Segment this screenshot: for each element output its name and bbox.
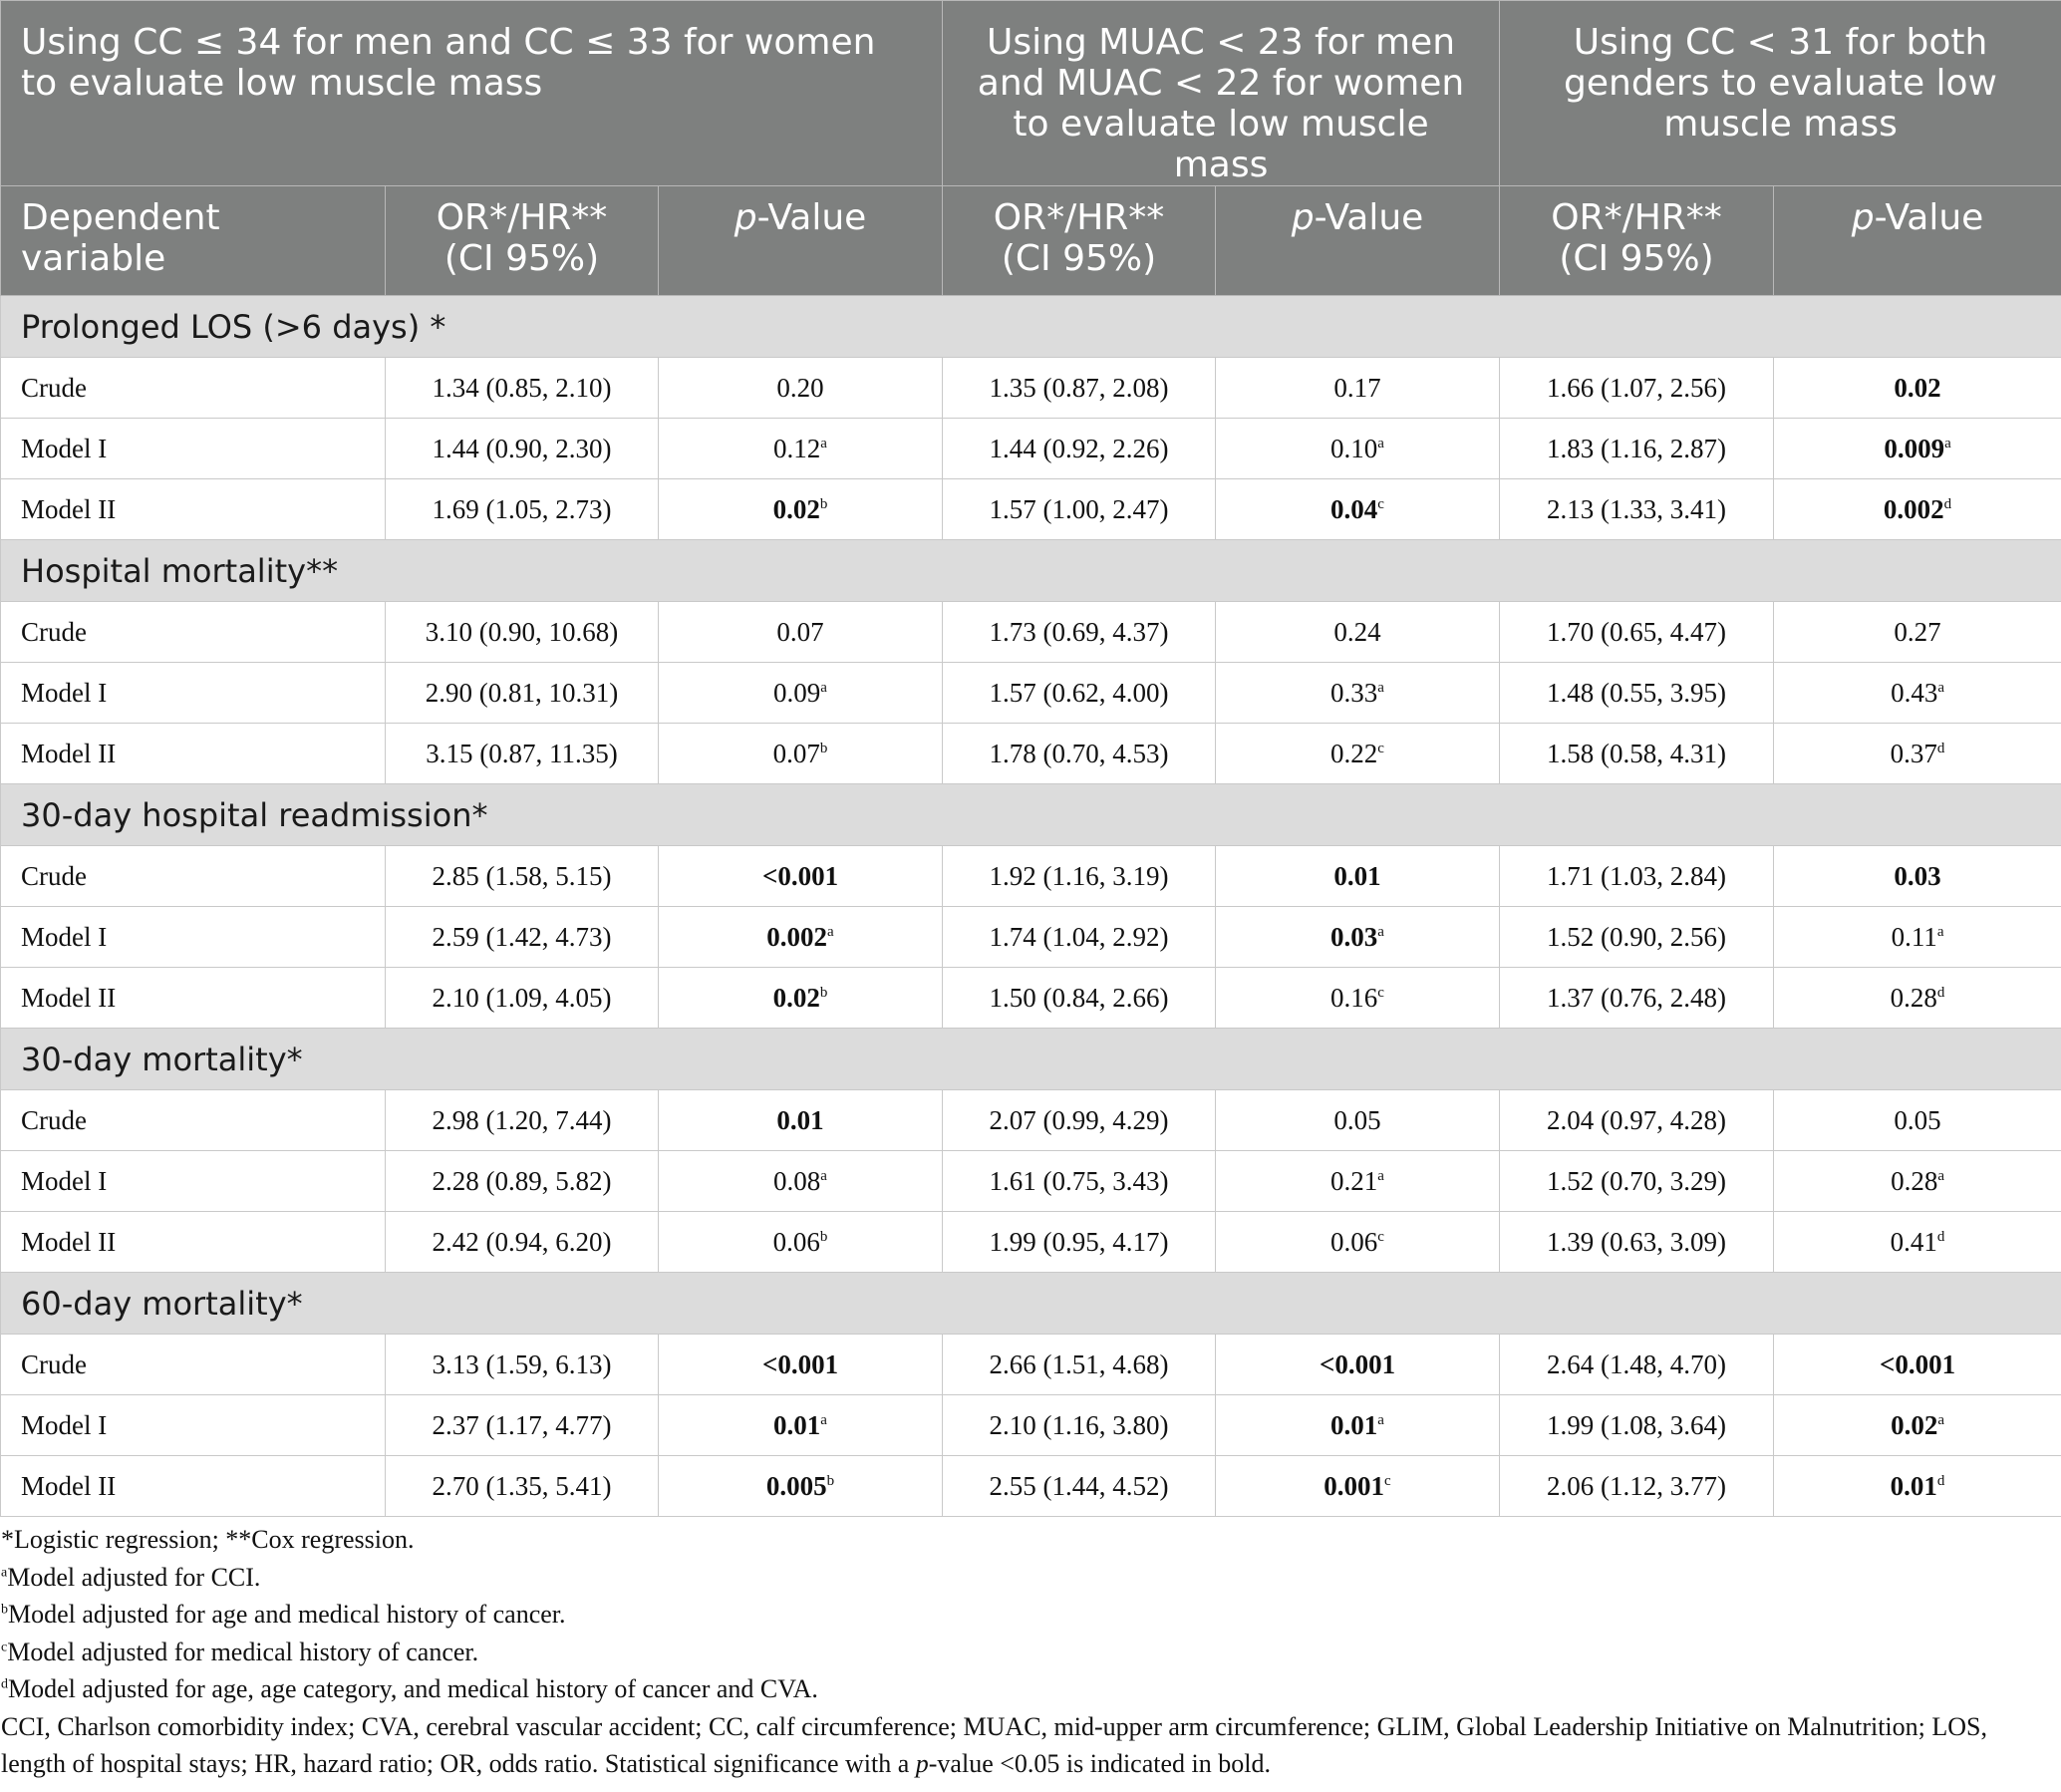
group-header-row	[1, 1, 2061, 186]
p-value: 0.02	[1774, 358, 2061, 419]
section-row	[1, 540, 2061, 602]
row-label: Crude	[1, 846, 386, 907]
footnote-d: $^d$Model adjusted for age, age category, and medical history of cancer and CVA.	[1, 1674, 818, 1703]
column-header-p-value: p-Value	[1216, 186, 1500, 296]
table-body	[1, 296, 2061, 1517]
p-value: 0.002$^d$	[1774, 479, 2061, 540]
or-hr-value: 1.39 (0.63, 3.09)	[1500, 1212, 1774, 1273]
or-hr-value: 1.44 (0.90, 2.30)	[386, 419, 659, 479]
or-hr-value: 3.15 (0.87, 11.35)	[386, 724, 659, 784]
group-header-muac: Using MUAC < 23 for men and MUAC < 22 for women to evaluate low muscle mass	[943, 1, 1500, 186]
or-hr-value: 1.78 (0.70, 4.53)	[943, 724, 1216, 784]
row-label: Model II	[1, 968, 386, 1029]
row-label: Model I	[1, 1395, 386, 1456]
row-label: Crude	[1, 602, 386, 663]
section-row	[1, 296, 2061, 358]
p-value: 0.03$^a$	[1216, 907, 1500, 968]
row-label: Crude	[1, 358, 386, 419]
p-value: 0.21$^a$	[1216, 1151, 1500, 1212]
section-title: 30-day hospital readmission*	[1, 784, 2061, 846]
footnote-abbreviations-cont: length of hospital stays; HR, hazard ratio; OR, odds ratio. Statistical significance with a p-value <0.05 is indicated in bold.	[1, 1749, 1271, 1778]
p-value: 0.07$^b$	[659, 724, 943, 784]
p-value: 0.10$^a$	[1216, 419, 1500, 479]
p-value: 0.07	[659, 602, 943, 663]
p-value: 0.37$^d$	[1774, 724, 2061, 784]
row-label: Model II	[1, 724, 386, 784]
table-row	[1, 1335, 2061, 1395]
p-value: 0.12$^a$	[659, 419, 943, 479]
p-value: 0.001$^c$	[1216, 1456, 1500, 1517]
section-row	[1, 1273, 2061, 1335]
or-hr-value: 3.10 (0.90, 10.68)	[386, 602, 659, 663]
p-value: 0.02$^b$	[659, 968, 943, 1029]
p-value: 0.05	[1216, 1090, 1500, 1151]
p-value: 0.05	[1774, 1090, 2061, 1151]
table-row	[1, 968, 2061, 1029]
or-hr-value: 2.42 (0.94, 6.20)	[386, 1212, 659, 1273]
or-hr-value: 1.44 (0.92, 2.26)	[943, 419, 1216, 479]
row-label: Model I	[1, 419, 386, 479]
p-value: <0.001	[659, 846, 943, 907]
table-row	[1, 1212, 2061, 1273]
or-hr-value: 1.34 (0.85, 2.10)	[386, 358, 659, 419]
or-hr-value: 1.57 (0.62, 4.00)	[943, 663, 1216, 724]
or-hr-value: 2.28 (0.89, 5.82)	[386, 1151, 659, 1212]
p-value: 0.005$^b$	[659, 1456, 943, 1517]
p-value: 0.01	[659, 1090, 943, 1151]
p-value: 0.08$^a$	[659, 1151, 943, 1212]
p-value: <0.001	[1216, 1335, 1500, 1395]
p-value: 0.20	[659, 358, 943, 419]
or-hr-value: 1.69 (1.05, 2.73)	[386, 479, 659, 540]
p-value: 0.009$^a$	[1774, 419, 2061, 479]
or-hr-value: 1.70 (0.65, 4.47)	[1500, 602, 1774, 663]
p-value: 0.27	[1774, 602, 2061, 663]
p-value: 0.06$^c$	[1216, 1212, 1500, 1273]
or-hr-value: 2.66 (1.51, 4.68)	[943, 1335, 1216, 1395]
or-hr-value: 1.92 (1.16, 3.19)	[943, 846, 1216, 907]
column-header-or-hr: OR*/HR** (CI 95%)	[386, 186, 659, 296]
or-hr-value: 2.70 (1.35, 5.41)	[386, 1456, 659, 1517]
p-value: 0.02$^a$	[1774, 1395, 2061, 1456]
p-value: 0.01	[1216, 846, 1500, 907]
footnote-abbreviations: CCI, Charlson comorbidity index; CVA, cerebral vascular accident; CC, calf circumference; MUAC, mid-upper arm circumference; GLIM, Global Leadership Initiative on Malnutrition; LOS,	[1, 1711, 1987, 1741]
table-row	[1, 479, 2061, 540]
table-row	[1, 602, 2061, 663]
footnote-regression: *Logistic regression; **Cox regression.	[1, 1525, 415, 1554]
row-label: Model II	[1, 1456, 386, 1517]
or-hr-value: 2.10 (1.16, 3.80)	[943, 1395, 1216, 1456]
or-hr-value: 1.99 (1.08, 3.64)	[1500, 1395, 1774, 1456]
section-row	[1, 1029, 2061, 1090]
or-hr-value: 1.83 (1.16, 2.87)	[1500, 419, 1774, 479]
p-value: 0.17	[1216, 358, 1500, 419]
footnote-a: $^a$Model adjusted for CCI.	[1, 1562, 261, 1592]
group-header-cc-both-genders: Using CC < 31 for both genders to evaluate low muscle mass	[1500, 1, 2061, 186]
or-hr-value: 1.61 (0.75, 3.43)	[943, 1151, 1216, 1212]
column-header-or-hr: OR*/HR** (CI 95%)	[943, 186, 1216, 296]
or-hr-value: 2.07 (0.99, 4.29)	[943, 1090, 1216, 1151]
p-value: 0.04$^c$	[1216, 479, 1500, 540]
column-header-p-value: p-Value	[659, 186, 943, 296]
row-label: Model I	[1, 663, 386, 724]
p-value: 0.01$^a$	[659, 1395, 943, 1456]
p-value: 0.01$^a$	[1216, 1395, 1500, 1456]
or-hr-value: 1.37 (0.76, 2.48)	[1500, 968, 1774, 1029]
p-value: 0.09$^a$	[659, 663, 943, 724]
or-hr-value: 2.64 (1.48, 4.70)	[1500, 1335, 1774, 1395]
column-header-row	[1, 186, 2061, 296]
or-hr-value: 1.48 (0.55, 3.95)	[1500, 663, 1774, 724]
or-hr-value: 2.98 (1.20, 7.44)	[386, 1090, 659, 1151]
or-hr-value: 2.13 (1.33, 3.41)	[1500, 479, 1774, 540]
table-row	[1, 663, 2061, 724]
p-value: 0.06$^b$	[659, 1212, 943, 1273]
or-hr-value: 2.10 (1.09, 4.05)	[386, 968, 659, 1029]
p-value: 0.28$^a$	[1774, 1151, 2061, 1212]
row-label: Model II	[1, 479, 386, 540]
footnote-c: $^c$Model adjusted for medical history of cancer.	[1, 1637, 479, 1666]
or-hr-value: 1.74 (1.04, 2.92)	[943, 907, 1216, 968]
table-row	[1, 1090, 2061, 1151]
or-hr-value: 1.73 (0.69, 4.37)	[943, 602, 1216, 663]
or-hr-value: 1.58 (0.58, 4.31)	[1500, 724, 1774, 784]
p-value: 0.03	[1774, 846, 2061, 907]
row-label: Model II	[1, 1212, 386, 1273]
group-header-cc-sex-specific: Using CC ≤ 34 for men and CC ≤ 33 for women to evaluate low muscle mass	[1, 1, 943, 186]
section-title: Hospital mortality**	[1, 540, 2061, 602]
or-hr-value: 2.59 (1.42, 4.73)	[386, 907, 659, 968]
or-hr-value: 1.50 (0.84, 2.66)	[943, 968, 1216, 1029]
or-hr-value: 2.85 (1.58, 5.15)	[386, 846, 659, 907]
or-hr-value: 2.06 (1.12, 3.77)	[1500, 1456, 1774, 1517]
or-hr-value: 1.52 (0.70, 3.29)	[1500, 1151, 1774, 1212]
table-row	[1, 1456, 2061, 1517]
table-row	[1, 1395, 2061, 1456]
footnote-b: $^b$Model adjusted for age and medical history of cancer.	[1, 1600, 566, 1629]
or-hr-value: 3.13 (1.59, 6.13)	[386, 1335, 659, 1395]
section-title: Prolonged LOS (>6 days) *	[1, 296, 2061, 358]
table-row	[1, 846, 2061, 907]
or-hr-value: 2.37 (1.17, 4.77)	[386, 1395, 659, 1456]
table-row	[1, 358, 2061, 419]
or-hr-value: 1.57 (1.00, 2.47)	[943, 479, 1216, 540]
p-value: 0.002$^a$	[659, 907, 943, 968]
or-hr-value: 1.52 (0.90, 2.56)	[1500, 907, 1774, 968]
column-header-p-value: p-Value	[1774, 186, 2061, 296]
table-footnotes	[0, 1521, 2061, 1783]
p-value: 0.41$^d$	[1774, 1212, 2061, 1273]
section-title: 60-day mortality*	[1, 1273, 2061, 1335]
row-label: Model I	[1, 1151, 386, 1212]
or-hr-value: 1.71 (1.03, 2.84)	[1500, 846, 1774, 907]
column-header-or-hr: OR*/HR** (CI 95%)	[1500, 186, 1774, 296]
or-hr-value: 1.66 (1.07, 2.56)	[1500, 358, 1774, 419]
table-row	[1, 1151, 2061, 1212]
p-value: 0.24	[1216, 602, 1500, 663]
or-hr-value: 1.99 (0.95, 4.17)	[943, 1212, 1216, 1273]
table-row	[1, 907, 2061, 968]
p-value: 0.16$^c$	[1216, 968, 1500, 1029]
row-label: Crude	[1, 1335, 386, 1395]
table-row	[1, 724, 2061, 784]
or-hr-value: 1.35 (0.87, 2.08)	[943, 358, 1216, 419]
p-value: 0.28$^d$	[1774, 968, 2061, 1029]
p-value: <0.001	[1774, 1335, 2061, 1395]
column-header-dependent-variable: Dependent variable	[1, 186, 386, 296]
or-hr-value: 2.90 (0.81, 10.31)	[386, 663, 659, 724]
p-value: 0.43$^a$	[1774, 663, 2061, 724]
table-row	[1, 419, 2061, 479]
section-title: 30-day mortality*	[1, 1029, 2061, 1090]
row-label: Model I	[1, 907, 386, 968]
section-row	[1, 784, 2061, 846]
p-value: 0.22$^c$	[1216, 724, 1500, 784]
p-value: <0.001	[659, 1335, 943, 1395]
row-label: Crude	[1, 1090, 386, 1151]
p-value: 0.02$^b$	[659, 479, 943, 540]
p-value: 0.11$^a$	[1774, 907, 2061, 968]
p-value: 0.01$^d$	[1774, 1456, 2061, 1517]
or-hr-value: 2.55 (1.44, 4.52)	[943, 1456, 1216, 1517]
or-hr-value: 2.04 (0.97, 4.28)	[1500, 1090, 1774, 1151]
p-value: 0.33$^a$	[1216, 663, 1500, 724]
